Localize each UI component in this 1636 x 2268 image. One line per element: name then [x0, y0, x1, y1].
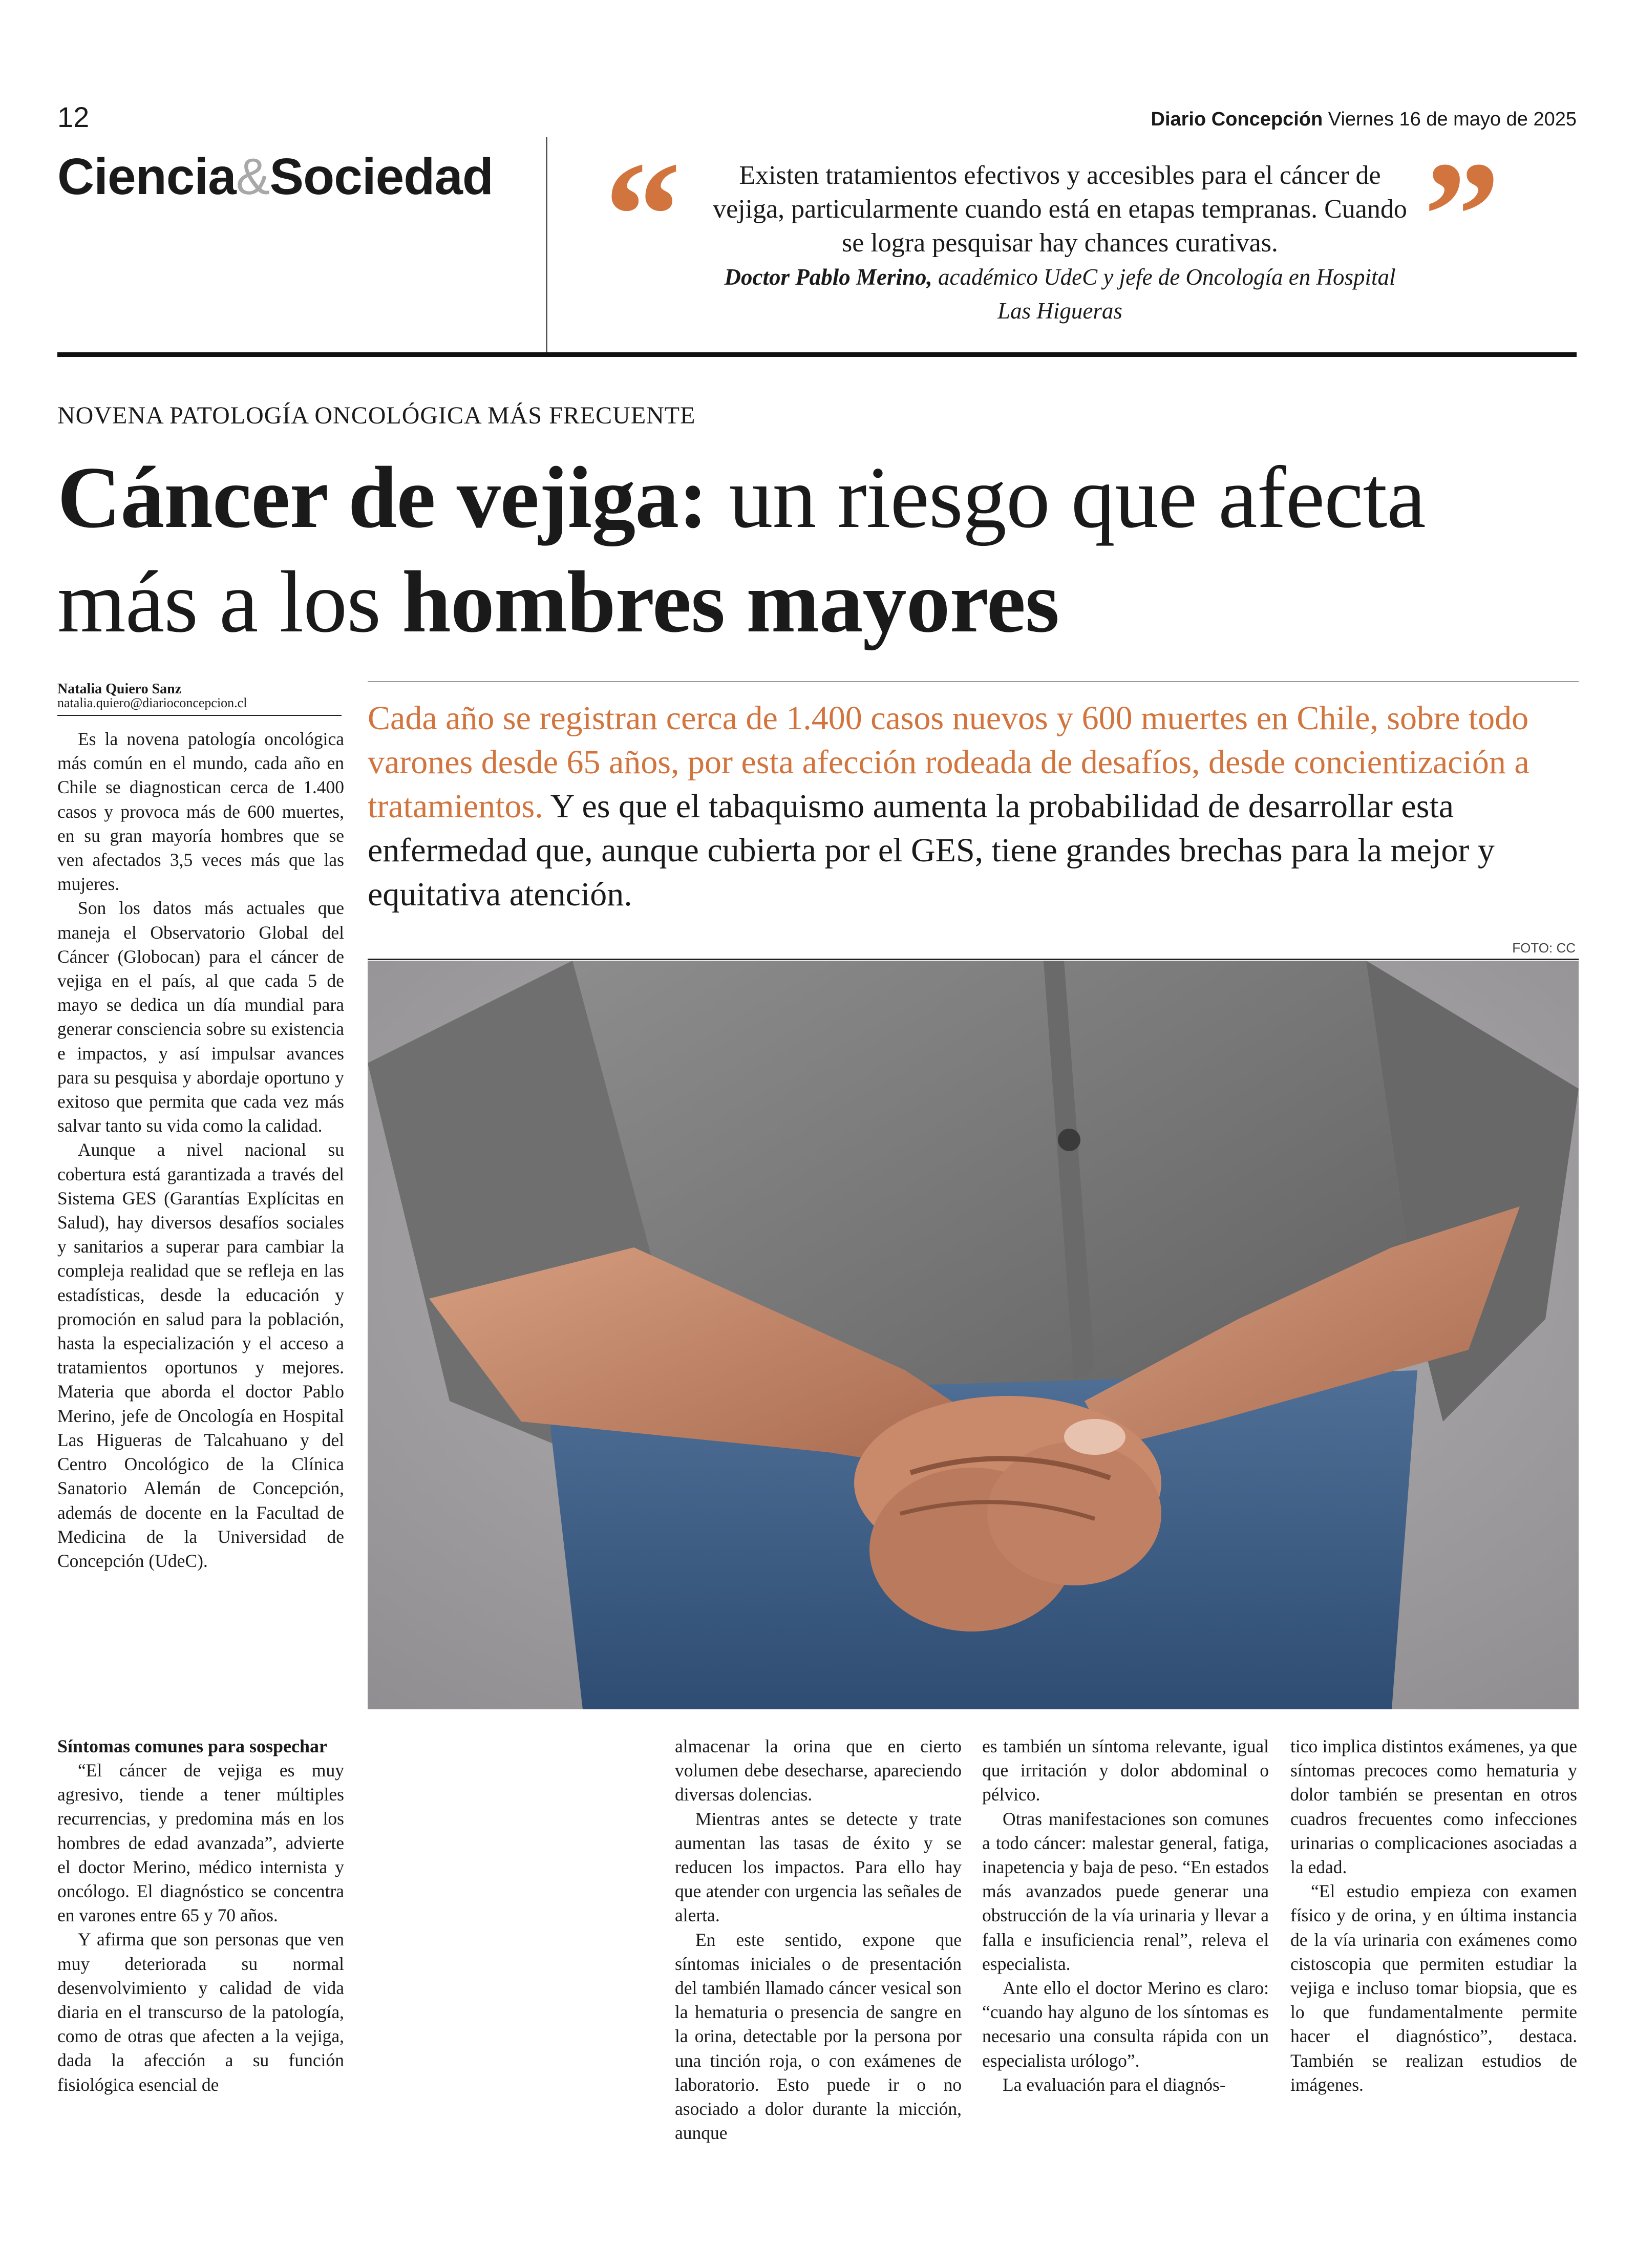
- paragraph: En este sentido, expone que síntomas iniciales o de presentación del también llamado cáncer vesical son la hematuria o presencia de sangre en la orina, detectable por la persona por una tinción roja, o con exámenes de laboratorio. Esto puede ir o no asociado a dolor durante la micción, aunque: [675, 1929, 962, 2144]
- masthead-date: [1151, 109, 1577, 131]
- issue-date: Viernes 16 de mayo de 2025: [1328, 109, 1577, 130]
- kicker: NOVENA PATOLOGÍA ONCOLÓGICA MÁS FRECUENTE: [57, 402, 696, 429]
- article-column-4: [1290, 1734, 1577, 2097]
- paragraph: Y afirma que son personas que ven muy deteriorada su normal desenvolvimiento y calidad de vida diaria en el transcurso de la patología, como de otras que afecten a la vejiga, dada la afección a su función fisiológica esencial de: [57, 1929, 344, 2095]
- page-number: 12: [57, 101, 90, 133]
- paragraph: La evaluación para el diagnós-: [1003, 2074, 1226, 2095]
- article-column-1-continued: [57, 1734, 344, 2097]
- paragraph: “El cáncer de vejiga es muy agresivo, tiende a tener múltiples recurrencias, y predomina más en los hombres de edad avanzada”, advierte el doctor Merino, médico internista y oncólogo. El diagnóstico se concentra en varones entre 65 y 70 años.: [57, 1760, 344, 1926]
- article-photo: [368, 961, 1579, 1709]
- headline-bold-1: Cáncer de vejiga:: [57, 449, 708, 546]
- article-column-2: [675, 1734, 962, 2145]
- open-quote-icon: “: [604, 130, 681, 300]
- photo-credit: FOTO: CC: [1512, 940, 1576, 956]
- headline-regular: un riesgo que afecta más a los: [57, 449, 1426, 651]
- lead-rule: [368, 681, 1579, 682]
- paragraph: Aunque a nivel nacional su cobertura está garantizada a través del Sistema GES (Garantías Explícitas en Salud), hay diversos desafíos sociales y sanitarios a superar para cambiar la compleja realidad que se refleja en las estadísticas, desde la educación y promoción en salud para la población, hasta la especialización y el acceso a tratamientos oportunos y mejores. Materia que aborda el doctor Pablo Merino, jefe de Oncología en Hospital Las Higueras de Talcahuano y del Centro Oncológico de la Clínica Sanatorio Alemán de Concepción, además de docente en la Facultad de Medicina de la Universidad de Concepción (UdeC).: [57, 1139, 344, 1571]
- pull-quote-attribution: [707, 260, 1413, 328]
- paragraph: es también un síntoma relevante, igual que irritación y dolor abdominal o pélvico.: [982, 1736, 1269, 1805]
- article-column-3: [982, 1734, 1269, 2097]
- lead-paragraph: [368, 696, 1561, 917]
- quote-author: Doctor Pablo Merino,: [724, 264, 932, 290]
- header-divider: [546, 137, 547, 352]
- paragraph: Es la novena patología oncológica más común en el mundo, cada año en Chile se diagnostican cerca de 1.400 casos y provoca más de 600 muertes, en su gran mayoría hombres que se ven afectados 3,5 veces más que las mujeres.: [57, 729, 344, 895]
- article-column-1: [57, 727, 344, 1573]
- subheading: Síntomas comunes para sospechar: [57, 1736, 328, 1756]
- photo-rule: [368, 959, 1579, 960]
- quote-author-role: académico UdeC y jefe de Oncología en Hospital Las Higueras: [932, 264, 1396, 324]
- headline: [57, 446, 1583, 654]
- section-part2: Sociedad: [269, 148, 494, 205]
- paragraph: tico implica distintos exámenes, ya que síntomas precoces como hematuria y dolor también se presentan en otros cuadros frecuentes como infecciones urinarias o complicaciones asociadas a la edad.: [1290, 1736, 1577, 1878]
- headline-bold-2: hombres mayores: [402, 554, 1059, 651]
- byline-rule: [57, 715, 342, 716]
- newspaper-name: Diario Concepción: [1151, 109, 1323, 130]
- paragraph: Ante ello el doctor Merino es claro: “cuando hay alguno de los síntomas es necesario una consulta rápida con un especialista urólogo”.: [982, 1978, 1269, 2071]
- header-rule: [57, 352, 1577, 357]
- section-ampersand: &: [236, 148, 270, 205]
- byline-name: Natalia Quiero Sanz: [57, 681, 182, 697]
- paragraph: Mientras antes se detecte y trate aumentan las tasas de éxito y se reducen los impactos. Para ello hay que atender con urgencia las señales de alerta.: [675, 1808, 962, 1926]
- pull-quote-text: Existen tratamientos efectivos y accesibles para el cáncer de vejiga, particularmente cuando está en etapas tempranas. Cuando se logra pesquisar hay chances curativas.: [713, 161, 1407, 258]
- paragraph: almacenar la orina que en cierto volumen debe desecharse, apareciendo diversas dolencias.: [675, 1736, 962, 1805]
- paragraph: “El estudio empieza con examen físico y de orina, y en última instancia de la vía urinaria con exámenes como cistoscopia que permiten estudiar la vejiga e incluso tomar biopsia, que es lo que fundamentalmente permite hacer el diagnóstico”, destaca. También se realizan estudios de imágenes.: [1290, 1881, 1577, 2095]
- section-part1: Ciencia: [57, 148, 236, 205]
- photo-illustration: [368, 961, 1579, 1709]
- lead-highlight: Cada año se registran cerca de 1.400 casos nuevos y 600 muertes en Chile, sobre todo varones desde 65 años, por esta afección rodeada de desafíos, desde concientización a tratamientos.: [368, 700, 1529, 825]
- section-title: [57, 147, 493, 206]
- paragraph: Son los datos más actuales que maneja el Observatorio Global del Cáncer (Globocan) para el cáncer de vejiga en el país, al que cada 5 de mayo se dedica un día mundial para generar consciencia sobre su existencia e impactos, y así impulsar avances para su pesquisa y abordaje oportuno y exitoso que permita que cada vez más salvar tanto su vida como la calidad.: [57, 898, 344, 1136]
- close-quote-icon: ”: [1423, 130, 1500, 300]
- paragraph: Otras manifestaciones son comunes a todo cáncer: malestar general, fatiga, inapetencia y baja de peso. “En estados más avanzados puede generar una obstrucción de la vía urinaria y llevar a falla e insuficiencia renal”, releva el especialista.: [982, 1808, 1269, 1974]
- lead-rest: Y es que el tabaquismo aumenta la probabilidad de desarrollar esta enfermedad que, aunque cubierta por el GES, tiene grandes brechas para la mejor y equitativa atención.: [368, 788, 1495, 913]
- byline-email: natalia.quiero@diarioconcepcion.cl: [57, 695, 247, 710]
